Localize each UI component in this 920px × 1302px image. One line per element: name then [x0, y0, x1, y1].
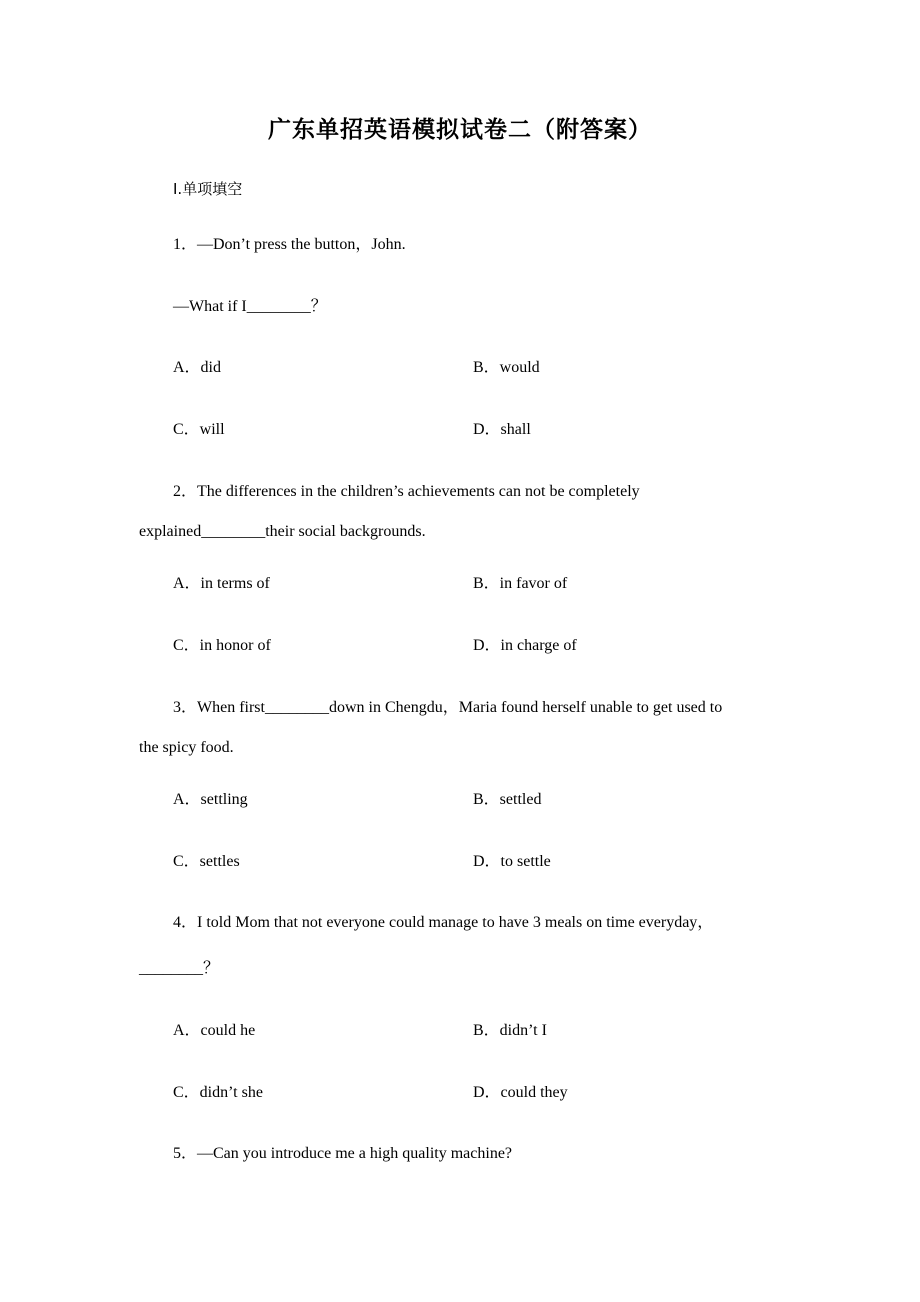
question-2-option-d: D．in charge of [473, 637, 577, 654]
question-4-option-d: D．could they [473, 1084, 568, 1101]
question-1-stem-line-1: 1．—Don’t press the button，John. [173, 236, 406, 253]
question-3-option-b: B．settled [473, 791, 542, 808]
question-1-option-d: D．shall [473, 421, 531, 438]
question-1-option-a: A．did [173, 359, 222, 376]
question-4-option-b: B．didn’t I [473, 1022, 547, 1039]
question-4-stem-line-2: ________？ [139, 960, 220, 977]
question-2-option-a: A．in terms of [173, 575, 270, 592]
question-2-stem-line-2: explained________their social backgrounds. [139, 523, 426, 540]
question-2-option-b: B．in favor of [473, 575, 568, 592]
question-1-option-c: C．will [173, 421, 225, 438]
question-3-option-c: C．settles [173, 853, 240, 870]
question-3-stem-line-1: 3．When first________down in Chengdu，Maria found herself unable to get used to [173, 699, 723, 716]
question-4-stem-line-1: 4．I told Mom that not everyone could manage to have 3 meals on time everyday， [173, 914, 714, 931]
question-4-option-c: C．didn’t she [173, 1084, 263, 1101]
question-1-stem-line-2: —What if I________？ [173, 298, 327, 315]
question-2-stem-line-1: 2．The differences in the children’s achievements can not be completely [173, 483, 640, 500]
question-3-option-d: D．to settle [473, 853, 551, 870]
question-2-option-c: C．in honor of [173, 637, 271, 654]
question-1-option-b: B．would [473, 359, 540, 376]
question-5-stem-line-1: 5．—Can you introduce me a high quality machine? [173, 1145, 513, 1162]
question-4-option-a: A．could he [173, 1022, 256, 1039]
section-heading: Ⅰ.单项填空 [173, 180, 243, 198]
question-3-stem-line-2: the spicy food. [139, 739, 234, 756]
page-title: 广东单招英语模拟试卷二（附答案） [268, 117, 652, 143]
question-3-option-a: A．settling [173, 791, 248, 808]
